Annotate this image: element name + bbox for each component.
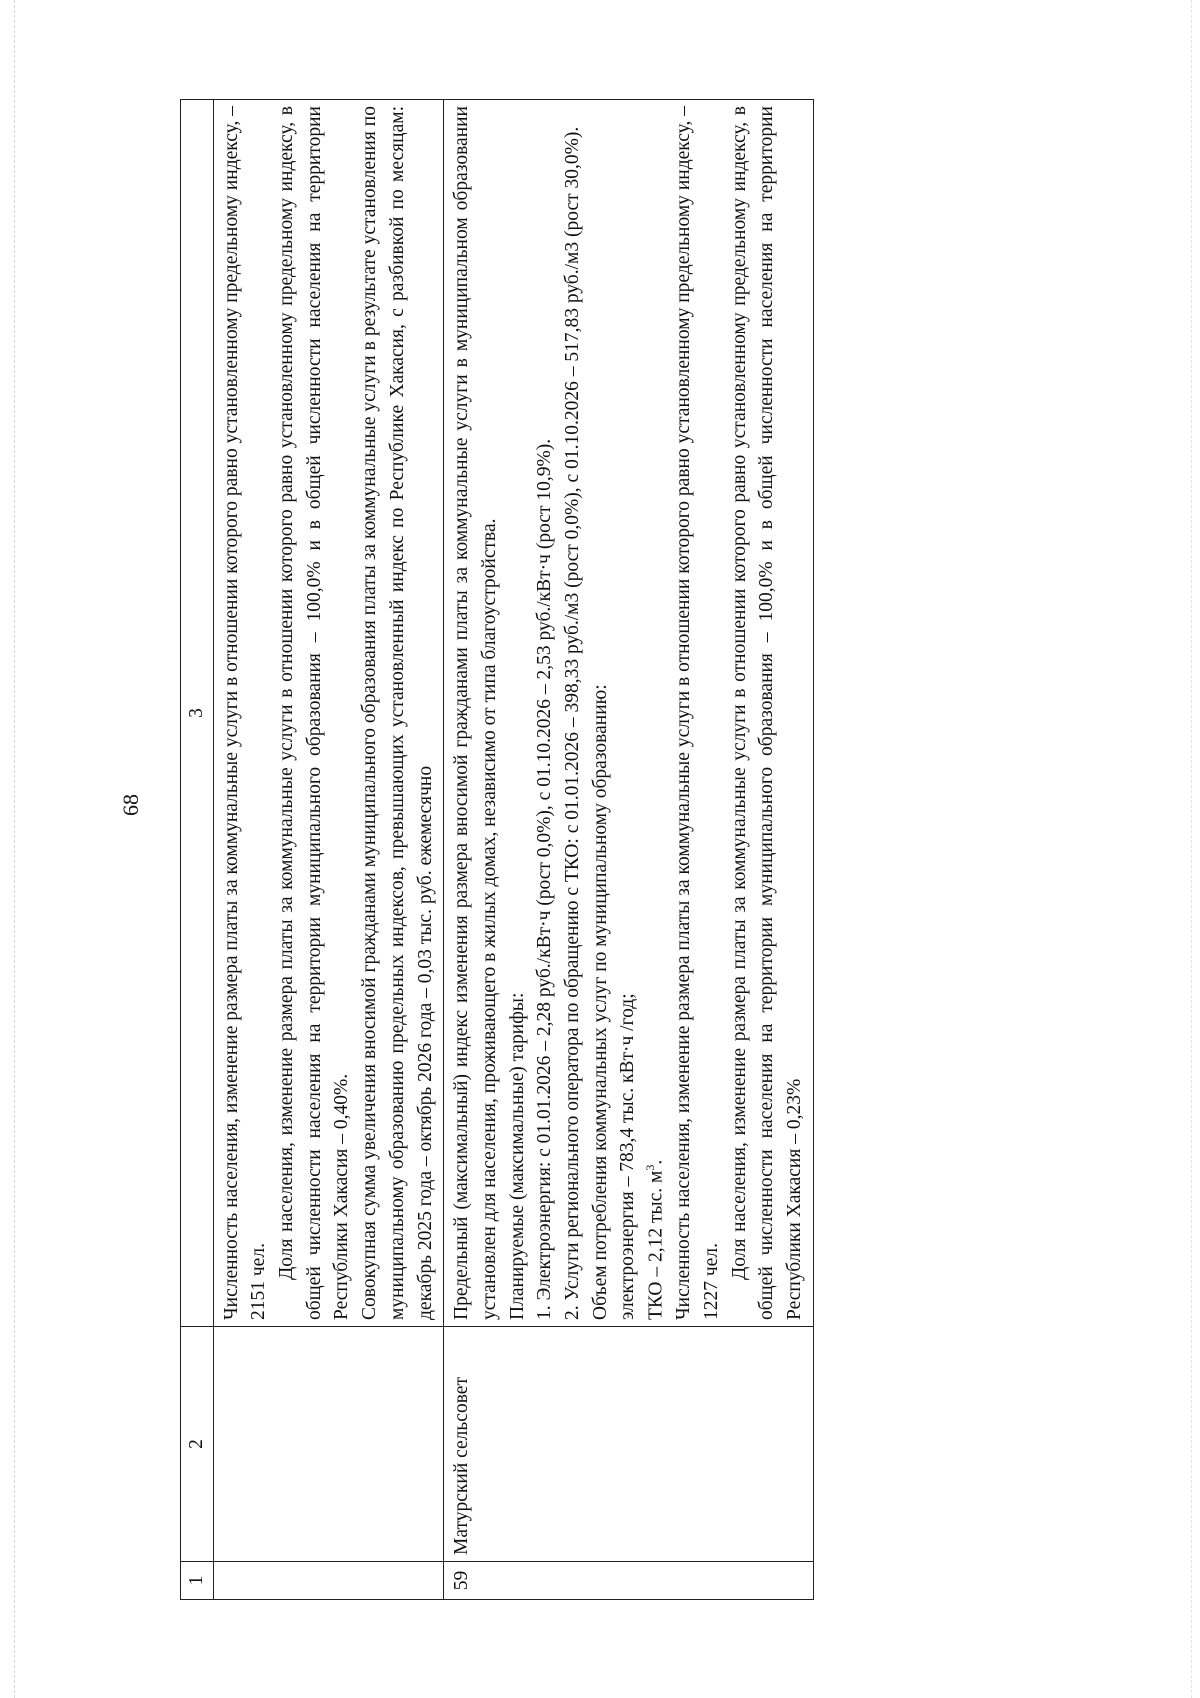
row-content [444,100,813,1327]
table-header-row [181,100,214,1600]
scan-edge-left [14,0,15,1698]
municipality-name: Матурский сельсовет [444,1327,813,1562]
paragraph: Численность населения, изменение размера платы за коммунальные услуги в отношении которого равно установленному предельному индексу, – 1227 чел. [673,106,722,1320]
paragraph: Предельный (максимальный) индекс изменения размера вносимой гражданами платы за коммунальные услуги в муниципальном образовании установлен для населения, проживающего в жилых домах, независимо от типа благоустройства. [451,106,500,1320]
header-col-1: 1 [181,1562,214,1600]
tko-tail: . [645,1159,667,1165]
paragraph: Доля населения, изменение размера платы за коммунальные услуги в отношении которого равно установленному предельному индексу, в общей численности населения на территории муниципального образования – 100,0% и в общей численности населения на территории Республики Хакасия – 0,23% [728,106,805,1320]
scan-edge-right [1191,0,1192,1698]
tko-volume: ТКО – 2,12 тыс. м [645,1170,667,1320]
row-number [213,1562,444,1600]
tko-unit-sup: 3 [643,1164,657,1171]
rotated-page-content [180,100,920,1600]
paragraph: Совокупная сумма увеличения вносимой гражданами муниципального образования платы за коммунальные услуги в результате установления по муниципальному образованию предельных индексов, превышающих установленный индекс по Республике Хакасия, с разбивкой по месяцам: декабрь 2025 года – октябрь 2026 года – 0,03 тыс. руб. ежемесячно [359,106,436,1320]
paragraph [642,106,670,1320]
row-content [213,100,444,1327]
paragraph: Объем потребления коммунальных услуг по муниципальному образованию: [589,684,611,1320]
table-row [444,100,813,1600]
paragraph: 1. Электроэнергия: с 01.01.2026 – 2,28 руб./кВт·ч (рост 0,0%), с 01.10.2026 – 2,53 руб./кВт·ч (рост 10,9%). [534,438,556,1320]
header-col-2: 2 [181,1327,214,1562]
table-row [213,100,444,1600]
tariff-table [180,99,814,1600]
paragraph: Доля населения, изменение размера платы за коммунальные услуги в отношении которого равно установленному предельному индексу, в общей численности населения на территории муниципального образования – 100,0% и в общей численности населения на территории Республики Хакасия – 0,40%. [276,106,353,1320]
paragraph: электроэнергия – 783,4 тыс. кВт·ч /год; [617,993,639,1320]
header-col-3: 3 [181,100,214,1327]
row-number: 59 [444,1562,813,1600]
municipality-name [213,1327,444,1562]
paragraph: Планируемые (максимальные) тарифы: [506,992,528,1320]
paragraph: 2. Услуги регионального оператора по обращению с ТКО: с 01.01.2026 – 398,33 руб./м3 (рост 0,0%), с 01.10.2026 – 517,83 руб./м3 (рост 30,0%). [561,126,583,1320]
page-number: 68 [118,794,143,816]
paragraph: Численность населения, изменение размера платы за коммунальные услуги в отношении которого равно установленному предельному индексу, – 2151 чел. [220,106,270,1320]
